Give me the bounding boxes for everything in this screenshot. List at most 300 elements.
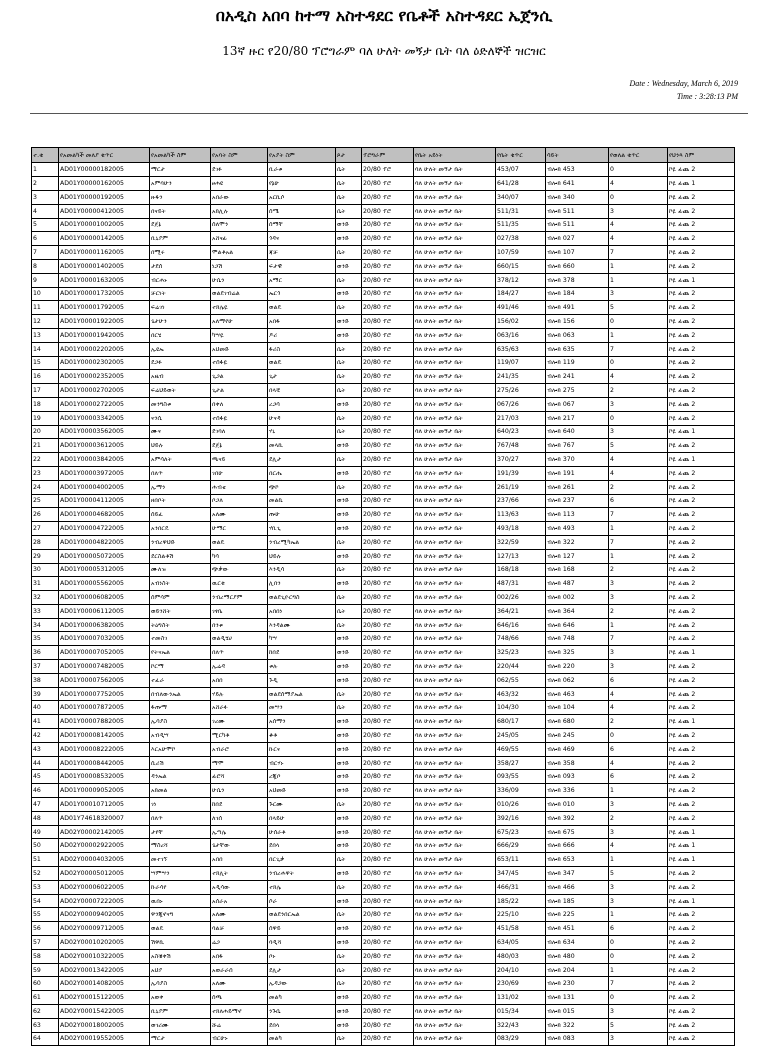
table-row [32,673,735,687]
table-cell: ወንድ [336,742,362,756]
table-row [32,894,735,908]
table-cell: AD01Y00002702005 [59,384,150,398]
table-cell: ተመስገ [150,632,211,646]
table-cell: AD01Y00001922005 [59,315,150,329]
table-cell: AD01Y00004722005 [59,522,150,536]
table-cell: 666/29 [496,839,546,853]
table-row [32,908,735,922]
table-cell: ኮዬ ፊጨ 2 [668,328,735,342]
table-cell: ሰጫ [211,991,268,1005]
table-cell: 480/03 [496,949,546,963]
table-cell: ኮዬ ፊጨ 2 [668,246,735,260]
table-cell: 062/55 [496,673,546,687]
table-cell: መልካ [268,1032,336,1046]
table-cell: 54 [32,894,59,908]
table-cell: 093/55 [496,770,546,784]
table-cell: 487/31 [496,577,546,591]
table-cell: ባለ ሁለት መኝታ ቤት [414,756,496,770]
table-cell: 1 [609,618,668,632]
table-cell: 1 [609,328,668,342]
table-cell: ሁማር [211,522,268,536]
table-cell: AD02Y00002142005 [59,825,150,839]
table-cell: 20/80 ፕሮ [362,535,414,549]
table-cell: 0 [609,949,668,963]
table-cell: 1 [609,522,668,536]
table-cell: ባለ ሁለት መኝታ ቤት [414,770,496,784]
table-cell: ብሎክ 453 [546,163,609,177]
table-cell: ደገፉ [211,163,268,177]
table-cell: ወንድ [336,715,362,729]
table-cell: ካሳ [211,549,268,563]
table-cell: 119/07 [496,356,546,370]
table-cell: 20/80 ፕሮ [362,770,414,784]
table-cell: ኮዬ ፊጨ 2 [668,673,735,687]
table-cell: 6 [609,673,668,687]
table-cell: ወንድ [336,287,362,301]
table-cell: 245/05 [496,729,546,743]
table-cell: 660/15 [496,259,546,273]
table-row [32,604,735,618]
table-row [32,232,735,246]
table-row [32,190,735,204]
table-cell: 4 [609,453,668,467]
table-cell: 3 [609,397,668,411]
table-cell: 13 [32,328,59,342]
table-cell: ባለ ሁለት መኝታ ቤት [414,742,496,756]
table-cell: 1 [609,908,668,922]
table-cell: ኮዬ ፊጨ 2 [668,784,735,798]
table-row [32,273,735,287]
table-cell: 1 [609,259,668,273]
table-cell: አበበነ [268,604,336,618]
table-cell: 767/48 [496,439,546,453]
table-cell: ሙና [150,425,211,439]
table-cell: AD02Y00013422005 [59,963,150,977]
table-cell: 15 [32,356,59,370]
table-cell: ብሎክ 104 [546,701,609,715]
table-cell: ሴት [336,798,362,812]
table-cell: AD01Y00000182005 [59,163,150,177]
table-cell: 20/80 ፕሮ [362,259,414,273]
table-cell: 24 [32,480,59,494]
table-cell: 20/80 ፕሮ [362,742,414,756]
table-cell: AD01Y00005562005 [59,577,150,591]
table-cell: 8 [32,259,59,273]
table-cell: ብሎክ 113 [546,508,609,522]
table-cell: ኮዬ ፊጨ 2 [668,232,735,246]
table-cell: ታደሰ [150,259,211,273]
table-cell: 20/80 ፕሮ [362,439,414,453]
table-cell: 1 [609,273,668,287]
table-cell: አህመድ [211,342,268,356]
table-cell: ብሎክ 340 [546,190,609,204]
table-cell: 4 [609,756,668,770]
table-row [32,922,735,936]
table-cell: ገፃቤ [211,604,268,618]
table-cell: ሴት [336,963,362,977]
table-cell: ወንድ [336,218,362,232]
table-cell: ባለ ሁለት መኝታ ቤት [414,825,496,839]
table-cell: ህይሉ [268,549,336,563]
table-cell: 20/80 ፕሮ [362,425,414,439]
table-cell: አሸናፊ [211,232,268,246]
table-cell: 9 [32,273,59,287]
table-cell: ብሎክ 466 [546,880,609,894]
table-cell: 57 [32,936,59,950]
table-cell: AD01Y00007882005 [59,715,150,729]
table-cell: ብሎክ 511 [546,218,609,232]
table-cell: ብሎክ 002 [546,591,609,605]
table-cell: ኮዬ ፊጨ 2 [668,811,735,825]
table-cell: ሃኒ [268,425,336,439]
table-cell: 42 [32,729,59,743]
table-cell: ኮዬ ፊጨ 2 [668,660,735,674]
table-cell: ባለ ሁለት መኝታ ቤት [414,839,496,853]
table-cell: 20/80 ፕሮ [362,632,414,646]
table-cell: 45 [32,770,59,784]
table-row [32,798,735,812]
table-cell: ባለ ሁለት መኝታ ቤት [414,480,496,494]
table-cell: ሴት [336,273,362,287]
document-subtitle: 13ኛ ዙር የ20/80 ፕሮግራም ባለ ሁለት መኝታ ቤት ባለ ዕድለኞች ዝርዝር [222,44,546,58]
table-cell: በቀለ [211,397,268,411]
table-cell: በርሔ [268,466,336,480]
table-cell: ጌታሁን [150,315,211,329]
table-cell: 3 [609,204,668,218]
table-cell: ባለ ሁለት መኝታ ቤት [414,632,496,646]
table-cell: 52 [32,867,59,881]
table-cell: ወይንሸት [150,604,211,618]
table-cell: ኮርማ [150,660,211,674]
table-cell: ሹሬ [211,1018,268,1032]
table-cell: 26 [32,508,59,522]
table-cell: 25 [32,494,59,508]
table-cell: 4 [609,701,668,715]
table-cell: 19 [32,411,59,425]
table-cell: 20/80 ፕሮ [362,798,414,812]
table-cell: ወንድ [336,522,362,536]
table-cell: ባለ ሁለት መኝታ ቤት [414,715,496,729]
table-cell: ኮዬ ፊጨ 2 [668,163,735,177]
table-row [32,715,735,729]
column-header: የወለል ቁጥር [609,148,668,163]
table-cell: ብሎክ 131 [546,991,609,1005]
table-cell: አብዲሣ [150,729,211,743]
table-cell: 20/80 ፕሮ [362,936,414,950]
table-cell: 16 [32,370,59,384]
table-cell: 20/80 ፕሮ [362,549,414,563]
table-row [32,163,735,177]
column-header: የቤት አይነት [414,148,496,163]
table-cell: ተሰፋዬ [211,356,268,370]
table-cell: 3 [609,1005,668,1019]
table-cell: ሴት [336,908,362,922]
table-cell: ወንድ [336,991,362,1005]
table-row [32,356,735,370]
table-cell: 0 [609,190,668,204]
table-cell: ኮዬ ፊጨ 2 [668,867,735,881]
table-cell: ጊታል [211,384,268,398]
table-cell: ደበላ [268,1018,336,1032]
table-cell: ጌታቸው [211,839,268,853]
table-row [32,729,735,743]
table-cell: 20/80 ፕሮ [362,991,414,1005]
table-cell: ወልደገብሬል [211,287,268,301]
table-cell: 47 [32,798,59,812]
table-cell: ወልደጊዮርግስ [268,591,336,605]
table-cell: ባለ ሁለት መኝታ ቤት [414,466,496,480]
table-cell: AD01Y00006112005 [59,604,150,618]
table-cell: 083/29 [496,1032,546,1046]
table-cell: ፍሬገነ [150,301,211,315]
table-cell: ብርሃኑ [268,756,336,770]
table-cell: AD02Y00010322005 [59,949,150,963]
table-row [32,867,735,881]
table-cell: በርጊቃ [268,853,336,867]
table-cell: ኮዬ ፊጨ 1 [668,646,735,660]
table-cell: ብሎክ 511 [546,204,609,218]
table-cell: ብሎክ 640 [546,425,609,439]
table-cell: ኮዬ ፊጨ 1 [668,273,735,287]
table-cell: ሲሪሽ [150,756,211,770]
table-cell: ማስረሻ [150,839,211,853]
table-cell: ተፈራ [150,673,211,687]
table-cell: ባለ ሁለት መኝታ ቤት [414,370,496,384]
table-cell: ብሎክ 107 [546,246,609,260]
table-cell: አወቀ [150,991,211,1005]
table-cell: 32 [32,591,59,605]
table-cell: AD01Y00007752005 [59,687,150,701]
table-cell: ባለ ሁለት መኝታ ቤት [414,867,496,881]
table-cell: ኮዬ ፊጨ 2 [668,204,735,218]
table-cell: 1 [609,853,668,867]
table-cell: AD01Y00010712005 [59,798,150,812]
table-cell: ኮዬ ፊጨ 1 [668,715,735,729]
table-cell: 0 [609,163,668,177]
table-cell: ሴት [336,301,362,315]
table-cell: ጭቃው [211,563,268,577]
table-cell: ፍሬህይወት [150,384,211,398]
table-cell: 204/10 [496,963,546,977]
table-cell: 635/63 [496,342,546,356]
table-cell: 0 [609,729,668,743]
column-header: ሳይት [546,148,609,163]
table-cell: ረጂቦ [268,770,336,784]
table-cell: 20/80 ፕሮ [362,949,414,963]
table-cell: AD01Y00001792005 [59,301,150,315]
table-cell: 20/80 ፕሮ [362,922,414,936]
table-cell: ኮዬ ፊጨ 2 [668,190,735,204]
table-cell: ተክለሐይማኖ [211,1005,268,1019]
table-cell: 7 [609,632,668,646]
table-cell: መላኪ [268,439,336,453]
table-cell: ብሎክ 680 [546,715,609,729]
table-cell: 20/80 ፕሮ [362,356,414,370]
table-cell: ብሎክ 480 [546,949,609,963]
table-row [32,770,735,784]
table-cell: 3 [609,825,668,839]
table-cell: ባለ ሁለት መኝታ ቤት [414,273,496,287]
table-cell: 511/35 [496,218,546,232]
table-cell: ወንድ [336,770,362,784]
table-cell: ሴት [336,1032,362,1046]
table-cell: ብሎክ 168 [546,563,609,577]
table-cell: ኮዬ ፊጨ 2 [668,701,735,715]
table-cell: 2 [609,604,668,618]
table-cell: 20/80 ፕሮ [362,163,414,177]
table-cell: ኩርና [268,742,336,756]
table-cell: 20/80 ፕሮ [362,811,414,825]
table-cell: በለጥ [150,811,211,825]
table-row [32,577,735,591]
table-cell: 230/69 [496,977,546,991]
table-cell: ኮዬ ፊጨ 2 [668,439,735,453]
table-cell: አለሙ [211,977,268,991]
table-row [32,991,735,1005]
table-cell: 4 [32,204,59,218]
table-cell: 0 [609,315,668,329]
table-cell: አዜብ [150,370,211,384]
table-cell: ብሎክ 261 [546,480,609,494]
table-cell: በናይት [150,204,211,218]
table-cell: 0 [609,356,668,370]
table-row [32,466,735,480]
table-cell: ኮዬ ፊጨ 2 [668,1005,735,1019]
table-cell: 20/80 ፕሮ [362,1018,414,1032]
table-cell: 466/31 [496,880,546,894]
table-cell: 6 [609,494,668,508]
table-row [32,591,735,605]
table-cell: 20/80 ፕሮ [362,190,414,204]
table-cell: AD01Y00002302005 [59,356,150,370]
table-cell: ዋንጂኖናግ [150,908,211,922]
table-cell: ሴት [336,701,362,715]
table-cell: ሴት [336,356,362,370]
table-cell: ወንድ [336,508,362,522]
table-cell: ብሎክ 491 [546,301,609,315]
table-cell: 36 [32,646,59,660]
table-cell: ባለ ሁለት መኝታ ቤት [414,287,496,301]
table-cell: AD01Y00002352005 [59,370,150,384]
table-cell: ብሎክ 646 [546,618,609,632]
table-cell: ብርሁኑ [211,1032,268,1046]
table-cell: ከበደ [211,798,268,812]
table-cell: ኮዬ ፊጨ 2 [668,522,735,536]
table-cell: 40 [32,701,59,715]
table-row [32,315,735,329]
table-cell: ባለ ሁለት መኝታ ቤት [414,508,496,522]
table-cell: 31 [32,577,59,591]
table-row [32,439,735,453]
table-cell: ጊታ [268,370,336,384]
report-time: Time : 3:28:13 PM [676,92,738,101]
table-cell: ደገባለ [211,425,268,439]
table-cell: ጉርሙ [268,798,336,812]
table-cell: ባለ ሁለት መኝታ ቤት [414,646,496,660]
table-cell: ባለ ሁለት መኝታ ቤት [414,425,496,439]
table-cell: 62 [32,1005,59,1019]
table-cell: ባለ ሁለት መኝታ ቤት [414,949,496,963]
table-cell: ፋጡማ [150,701,211,715]
table-cell: ሴት [336,977,362,991]
table-cell: 28 [32,535,59,549]
table-cell: ወንድ [336,259,362,273]
table-cell: 20/80 ፕሮ [362,839,414,853]
table-cell: 22 [32,453,59,467]
table-cell: 0 [609,991,668,1005]
table-cell: ወገሪሙ [150,1018,211,1032]
table-cell: ብሎክ 062 [546,673,609,687]
table-cell: ባለ ሁለት መኝታ ቤት [414,563,496,577]
table-cell: ባለ ሁለት መኝታ ቤት [414,342,496,356]
table-cell: ብሎክ 469 [546,742,609,756]
table-cell: 49 [32,825,59,839]
table-cell: 067/26 [496,397,546,411]
table-cell: 6 [32,232,59,246]
table-cell: 20/80 ፕሮ [362,908,414,922]
table-cell: ባለ ሁለት መኝታ ቤት [414,798,496,812]
table-cell: AD01Y00006382005 [59,618,150,632]
table-cell: ኮዬ ፊጨ 2 [668,1018,735,1032]
table-row [32,977,735,991]
table-cell: 748/66 [496,632,546,646]
table-cell: ሐብቴ [211,480,268,494]
table-cell: 20/80 ፕሮ [362,867,414,881]
table-cell: ባለ ሁለት መኝታ ቤት [414,977,496,991]
table-cell: አሰማን [268,715,336,729]
table-cell: አበፋ [211,949,268,963]
table-cell: 0 [609,936,668,950]
table-cell: ብሎክ 156 [546,315,609,329]
table-cell: ቦኑ [268,949,336,963]
table-cell: ኮዬ ፊጨ 2 [668,466,735,480]
table-cell: ኢጣሌ [211,825,268,839]
table-cell: ባለ ሁለት መኝታ ቤት [414,177,496,191]
table-cell: አበፋ [268,315,336,329]
table-row [32,701,735,715]
table-cell: ወንድ [336,936,362,950]
table-cell: ባለ ሁለት መኝታ ቤት [414,991,496,1005]
table-cell: 20/80 ፕሮ [362,701,414,715]
table-cell: AD01Y00008442005 [59,756,150,770]
table-cell: 7 [609,246,668,260]
table-cell: አህያ [150,963,211,977]
table-cell: ሰሜ [268,204,336,218]
table-cell: ኢሳያስ [150,715,211,729]
winners-table [31,147,735,1046]
table-cell: 0 [609,411,668,425]
table-cell: ዘበቦት [150,494,211,508]
table-cell: 104/30 [496,701,546,715]
table-cell: 20/80 ፕሮ [362,411,414,425]
table-cell: ዙፋን [150,190,211,204]
table-cell: ባልቻ [211,922,268,936]
table-cell: 340/07 [496,190,546,204]
table-cell: ትዕግስት [150,618,211,632]
table-cell: ባለ ሁለት መኝታ ቤት [414,784,496,798]
table-cell: 29 [32,549,59,563]
header-divider [30,113,748,114]
table-cell: ወንድ [336,397,362,411]
table-cell: አሸራፉ [211,701,268,715]
table-cell: ሴት [336,163,362,177]
table-cell: ወንድ [336,315,362,329]
table-row [32,784,735,798]
column-header: የአያት ስም [268,148,336,163]
table-cell: ሴት [336,853,362,867]
table-row [32,287,735,301]
table-cell: 641/28 [496,177,546,191]
